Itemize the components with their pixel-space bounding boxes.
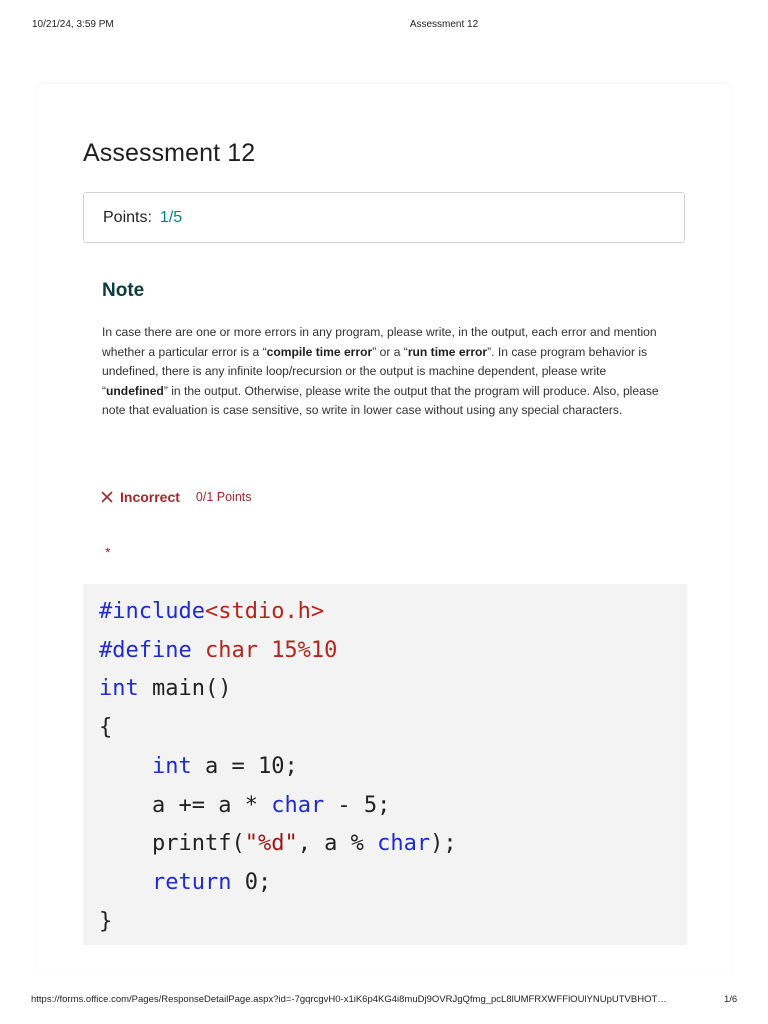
note-bold-runtime: run time error [407,344,488,359]
required-marker: * [105,544,111,560]
code-block: #include<stdio.h> #define char 15%10 int main() { int a = 10; a += a * char - 5; printf("%d", a % char); return 0; } [99,599,457,934]
question-status [100,489,252,505]
code-snippet-image [83,584,687,945]
print-datetime: 10/21/24, 3:59 PM [32,19,114,30]
page-number: 1/6 [724,994,738,1005]
points-summary [83,192,685,243]
note-heading: Note [102,280,145,301]
points-value: 1/5 [159,208,183,226]
points-label: Points: [103,208,152,226]
print-title: Assessment 12 [409,19,479,30]
note-text: In case there are one or more errors in any program, please write, in the output, each error and mention whether a particular error is a “compile time error” or a “run time error”. In case program behavior is undefined, there is any infinite loop/recursion or the output is machine dependent, please write “undefined” in the output. Otherwise, please write the output that the program will produce. Also, please note that evaluation is case sensitive, so write in lower case without using any special characters. [102,325,659,418]
note-bold-compile: compile time error [266,344,373,359]
note-bold-undefined: undefined [106,383,164,398]
question-points: 0/1 Points [195,490,252,504]
status-label: Incorrect [120,489,180,505]
page-url: https://forms.office.com/Pages/ResponseDetailPage.aspx?id=-7gqrcgvH0-x1iK6p4KG4i8muDj9OVRJgQfmg_pcL8lUMFRXWFFlOUlYNUpUTVBHOT… [31,994,667,1005]
close-x-icon [100,490,114,504]
form-title: Assessment 12 [83,139,256,167]
